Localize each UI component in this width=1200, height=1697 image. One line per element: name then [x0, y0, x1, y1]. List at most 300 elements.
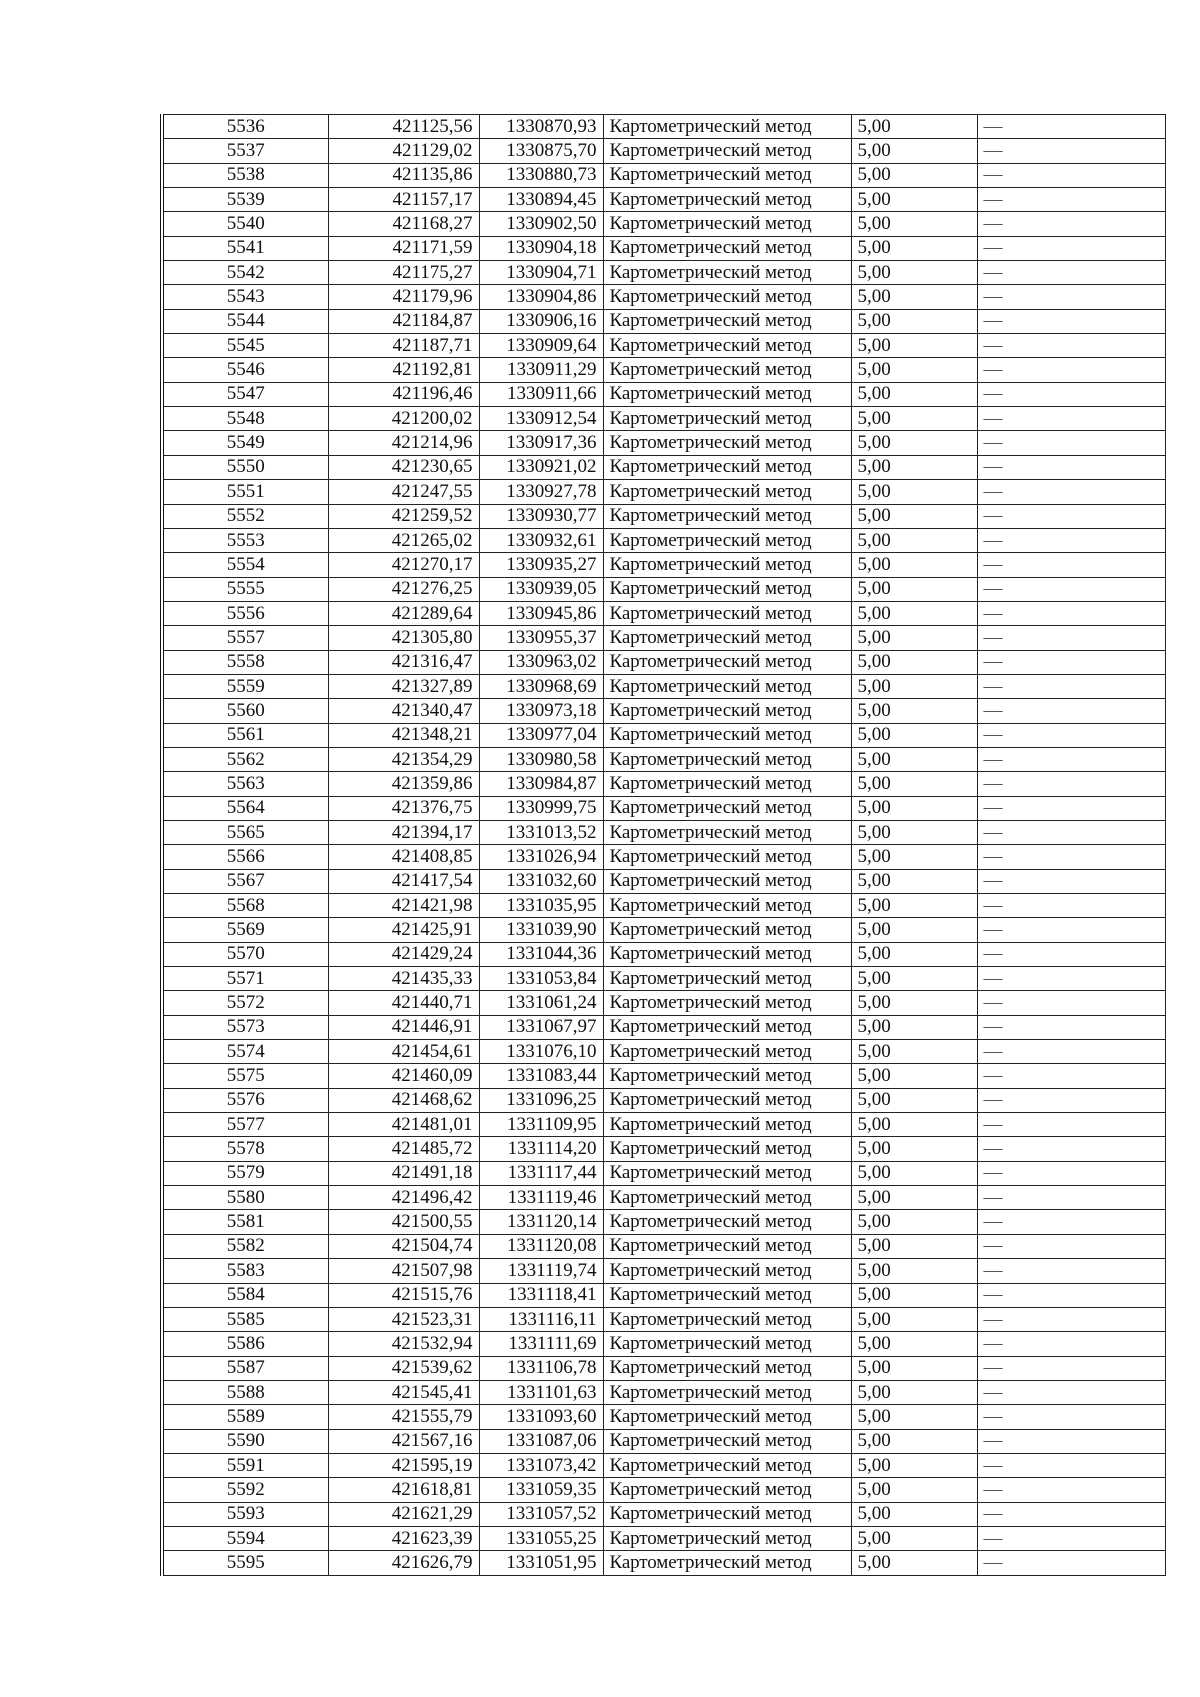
note-cell: — [977, 163, 1165, 187]
accuracy-cell: 5,00 [851, 1380, 977, 1404]
accuracy-cell: 5,00 [851, 1259, 977, 1283]
method-cell: Картометрический метод [603, 358, 851, 382]
x-coordinate-cell: 421626,79 [328, 1551, 479, 1575]
note-cell: — [977, 991, 1165, 1015]
accuracy-cell: 5,00 [851, 967, 977, 991]
y-coordinate-cell: 1331083,44 [479, 1064, 603, 1088]
table-row [162, 1259, 1165, 1283]
x-coordinate-cell: 421359,86 [328, 772, 479, 796]
x-coordinate-cell: 421187,71 [328, 334, 479, 358]
note-cell: — [977, 1064, 1165, 1088]
table-row [162, 1283, 1165, 1307]
note-cell: — [977, 772, 1165, 796]
note-cell: — [977, 1113, 1165, 1137]
method-cell: Картометрический метод [603, 115, 851, 139]
point-number-cell: 5548 [162, 407, 328, 431]
note-cell: — [977, 650, 1165, 674]
point-number-cell: 5571 [162, 967, 328, 991]
point-number-cell: 5554 [162, 553, 328, 577]
method-cell: Картометрический метод [603, 1088, 851, 1112]
table-row [162, 1137, 1165, 1161]
point-number-cell: 5542 [162, 261, 328, 285]
y-coordinate-cell: 1330875,70 [479, 139, 603, 163]
method-cell: Картометрический метод [603, 309, 851, 333]
table-row [162, 553, 1165, 577]
accuracy-cell: 5,00 [851, 796, 977, 820]
point-number-cell: 5536 [162, 115, 328, 139]
y-coordinate-cell: 1331101,63 [479, 1380, 603, 1404]
table-row [162, 626, 1165, 650]
method-cell: Картометрический метод [603, 699, 851, 723]
note-cell: — [977, 796, 1165, 820]
y-coordinate-cell: 1330912,54 [479, 407, 603, 431]
x-coordinate-cell: 421200,02 [328, 407, 479, 431]
accuracy-cell: 5,00 [851, 212, 977, 236]
note-cell: — [977, 1015, 1165, 1039]
y-coordinate-cell: 1330939,05 [479, 577, 603, 601]
method-cell: Картометрический метод [603, 1307, 851, 1331]
point-number-cell: 5566 [162, 845, 328, 869]
accuracy-cell: 5,00 [851, 163, 977, 187]
method-cell: Картометрический метод [603, 918, 851, 942]
method-cell: Картометрический метод [603, 455, 851, 479]
note-cell: — [977, 188, 1165, 212]
table-row [162, 1502, 1165, 1526]
note-cell: — [977, 115, 1165, 139]
y-coordinate-cell: 1331035,95 [479, 894, 603, 918]
y-coordinate-cell: 1330921,02 [479, 455, 603, 479]
x-coordinate-cell: 421425,91 [328, 918, 479, 942]
table-row [162, 1332, 1165, 1356]
y-coordinate-cell: 1331119,46 [479, 1186, 603, 1210]
point-number-cell: 5562 [162, 747, 328, 771]
x-coordinate-cell: 421408,85 [328, 845, 479, 869]
accuracy-cell: 5,00 [851, 553, 977, 577]
accuracy-cell: 5,00 [851, 309, 977, 333]
x-coordinate-cell: 421157,17 [328, 188, 479, 212]
table-row [162, 1161, 1165, 1185]
y-coordinate-cell: 1330930,77 [479, 504, 603, 528]
table-row [162, 1356, 1165, 1380]
note-cell: — [977, 845, 1165, 869]
method-cell: Картометрический метод [603, 1502, 851, 1526]
point-number-cell: 5537 [162, 139, 328, 163]
point-number-cell: 5586 [162, 1332, 328, 1356]
point-number-cell: 5544 [162, 309, 328, 333]
note-cell: — [977, 1210, 1165, 1234]
accuracy-cell: 5,00 [851, 577, 977, 601]
accuracy-cell: 5,00 [851, 528, 977, 552]
accuracy-cell: 5,00 [851, 1478, 977, 1502]
x-coordinate-cell: 421567,16 [328, 1429, 479, 1453]
y-coordinate-cell: 1330870,93 [479, 115, 603, 139]
point-number-cell: 5570 [162, 942, 328, 966]
x-coordinate-cell: 421327,89 [328, 674, 479, 698]
table-row [162, 747, 1165, 771]
point-number-cell: 5561 [162, 723, 328, 747]
x-coordinate-cell: 421265,02 [328, 528, 479, 552]
method-cell: Картометрический метод [603, 1526, 851, 1550]
x-coordinate-cell: 421500,55 [328, 1210, 479, 1234]
note-cell: — [977, 1137, 1165, 1161]
x-coordinate-cell: 421135,86 [328, 163, 479, 187]
table-row [162, 285, 1165, 309]
table-row [162, 1015, 1165, 1039]
accuracy-cell: 5,00 [851, 1453, 977, 1477]
accuracy-cell: 5,00 [851, 1113, 977, 1137]
table-row [162, 991, 1165, 1015]
point-number-cell: 5558 [162, 650, 328, 674]
point-number-cell: 5590 [162, 1429, 328, 1453]
method-cell: Картометрический метод [603, 285, 851, 309]
y-coordinate-cell: 1331119,74 [479, 1259, 603, 1283]
table-row [162, 334, 1165, 358]
y-coordinate-cell: 1331087,06 [479, 1429, 603, 1453]
table-row [162, 236, 1165, 260]
table-row [162, 1088, 1165, 1112]
method-cell: Картометрический метод [603, 212, 851, 236]
point-number-cell: 5587 [162, 1356, 328, 1380]
accuracy-cell: 5,00 [851, 942, 977, 966]
point-number-cell: 5559 [162, 674, 328, 698]
x-coordinate-cell: 421394,17 [328, 820, 479, 844]
coordinates-table [160, 114, 1166, 1576]
y-coordinate-cell: 1331120,08 [479, 1234, 603, 1258]
x-coordinate-cell: 421354,29 [328, 747, 479, 771]
method-cell: Картометрический метод [603, 967, 851, 991]
method-cell: Картометрический метод [603, 1332, 851, 1356]
y-coordinate-cell: 1331118,41 [479, 1283, 603, 1307]
table-row [162, 455, 1165, 479]
accuracy-cell: 5,00 [851, 504, 977, 528]
method-cell: Картометрический метод [603, 1234, 851, 1258]
note-cell: — [977, 480, 1165, 504]
y-coordinate-cell: 1330911,29 [479, 358, 603, 382]
note-cell: — [977, 967, 1165, 991]
accuracy-cell: 5,00 [851, 1526, 977, 1550]
y-coordinate-cell: 1330904,86 [479, 285, 603, 309]
x-coordinate-cell: 421289,64 [328, 601, 479, 625]
point-number-cell: 5575 [162, 1064, 328, 1088]
table-row [162, 1113, 1165, 1137]
x-coordinate-cell: 421504,74 [328, 1234, 479, 1258]
point-number-cell: 5541 [162, 236, 328, 260]
method-cell: Картометрический метод [603, 1137, 851, 1161]
table-row [162, 650, 1165, 674]
table-row [162, 309, 1165, 333]
x-coordinate-cell: 421460,09 [328, 1064, 479, 1088]
x-coordinate-cell: 421316,47 [328, 650, 479, 674]
point-number-cell: 5580 [162, 1186, 328, 1210]
accuracy-cell: 5,00 [851, 358, 977, 382]
table-row [162, 1234, 1165, 1258]
accuracy-cell: 5,00 [851, 1064, 977, 1088]
method-cell: Картометрический метод [603, 1210, 851, 1234]
table-row [162, 212, 1165, 236]
y-coordinate-cell: 1330968,69 [479, 674, 603, 698]
note-cell: — [977, 601, 1165, 625]
method-cell: Картометрический метод [603, 1064, 851, 1088]
x-coordinate-cell: 421539,62 [328, 1356, 479, 1380]
accuracy-cell: 5,00 [851, 674, 977, 698]
table-row [162, 1064, 1165, 1088]
x-coordinate-cell: 421545,41 [328, 1380, 479, 1404]
accuracy-cell: 5,00 [851, 820, 977, 844]
point-number-cell: 5549 [162, 431, 328, 455]
y-coordinate-cell: 1331044,36 [479, 942, 603, 966]
note-cell: — [977, 1478, 1165, 1502]
y-coordinate-cell: 1331096,25 [479, 1088, 603, 1112]
method-cell: Картометрический метод [603, 480, 851, 504]
y-coordinate-cell: 1331111,69 [479, 1332, 603, 1356]
method-cell: Картометрический метод [603, 163, 851, 187]
y-coordinate-cell: 1331067,97 [479, 1015, 603, 1039]
table-row [162, 261, 1165, 285]
table-row [162, 1551, 1165, 1575]
point-number-cell: 5592 [162, 1478, 328, 1502]
table-row [162, 358, 1165, 382]
x-coordinate-cell: 421496,42 [328, 1186, 479, 1210]
y-coordinate-cell: 1331120,14 [479, 1210, 603, 1234]
method-cell: Картометрический метод [603, 1040, 851, 1064]
method-cell: Картометрический метод [603, 382, 851, 406]
method-cell: Картометрический метод [603, 942, 851, 966]
method-cell: Картометрический метод [603, 1429, 851, 1453]
method-cell: Картометрический метод [603, 1405, 851, 1429]
y-coordinate-cell: 1330945,86 [479, 601, 603, 625]
method-cell: Картометрический метод [603, 188, 851, 212]
x-coordinate-cell: 421417,54 [328, 869, 479, 893]
method-cell: Картометрический метод [603, 1380, 851, 1404]
y-coordinate-cell: 1331013,52 [479, 820, 603, 844]
y-coordinate-cell: 1331061,24 [479, 991, 603, 1015]
y-coordinate-cell: 1330880,73 [479, 163, 603, 187]
note-cell: — [977, 358, 1165, 382]
table-row [162, 699, 1165, 723]
accuracy-cell: 5,00 [851, 918, 977, 942]
accuracy-cell: 5,00 [851, 772, 977, 796]
point-number-cell: 5560 [162, 699, 328, 723]
point-number-cell: 5576 [162, 1088, 328, 1112]
accuracy-cell: 5,00 [851, 431, 977, 455]
table-row [162, 115, 1165, 139]
table-row [162, 796, 1165, 820]
method-cell: Картометрический метод [603, 577, 851, 601]
method-cell: Картометрический метод [603, 723, 851, 747]
x-coordinate-cell: 421340,47 [328, 699, 479, 723]
note-cell: — [977, 1040, 1165, 1064]
note-cell: — [977, 942, 1165, 966]
x-coordinate-cell: 421175,27 [328, 261, 479, 285]
method-cell: Картометрический метод [603, 1161, 851, 1185]
note-cell: — [977, 334, 1165, 358]
table-row [162, 504, 1165, 528]
table-row [162, 480, 1165, 504]
y-coordinate-cell: 1330932,61 [479, 528, 603, 552]
accuracy-cell: 5,00 [851, 699, 977, 723]
x-coordinate-cell: 421421,98 [328, 894, 479, 918]
table-row [162, 1405, 1165, 1429]
point-number-cell: 5589 [162, 1405, 328, 1429]
y-coordinate-cell: 1331032,60 [479, 869, 603, 893]
x-coordinate-cell: 421532,94 [328, 1332, 479, 1356]
y-coordinate-cell: 1331057,52 [479, 1502, 603, 1526]
point-number-cell: 5568 [162, 894, 328, 918]
note-cell: — [977, 1332, 1165, 1356]
point-number-cell: 5569 [162, 918, 328, 942]
note-cell: — [977, 382, 1165, 406]
point-number-cell: 5593 [162, 1502, 328, 1526]
point-number-cell: 5585 [162, 1307, 328, 1331]
accuracy-cell: 5,00 [851, 1210, 977, 1234]
method-cell: Картометрический метод [603, 1478, 851, 1502]
note-cell: — [977, 139, 1165, 163]
note-cell: — [977, 309, 1165, 333]
point-number-cell: 5546 [162, 358, 328, 382]
table-row [162, 967, 1165, 991]
accuracy-cell: 5,00 [851, 139, 977, 163]
method-cell: Картометрический метод [603, 772, 851, 796]
table-row [162, 772, 1165, 796]
x-coordinate-cell: 421446,91 [328, 1015, 479, 1039]
note-cell: — [977, 1453, 1165, 1477]
y-coordinate-cell: 1330904,71 [479, 261, 603, 285]
x-coordinate-cell: 421435,33 [328, 967, 479, 991]
table-row [162, 942, 1165, 966]
note-cell: — [977, 1429, 1165, 1453]
point-number-cell: 5577 [162, 1113, 328, 1137]
y-coordinate-cell: 1331073,42 [479, 1453, 603, 1477]
y-coordinate-cell: 1330902,50 [479, 212, 603, 236]
point-number-cell: 5551 [162, 480, 328, 504]
x-coordinate-cell: 421192,81 [328, 358, 479, 382]
point-number-cell: 5556 [162, 601, 328, 625]
y-coordinate-cell: 1331026,94 [479, 845, 603, 869]
y-coordinate-cell: 1330980,58 [479, 747, 603, 771]
x-coordinate-cell: 421179,96 [328, 285, 479, 309]
note-cell: — [977, 407, 1165, 431]
x-coordinate-cell: 421196,46 [328, 382, 479, 406]
note-cell: — [977, 1526, 1165, 1550]
table-row [162, 1429, 1165, 1453]
y-coordinate-cell: 1330955,37 [479, 626, 603, 650]
accuracy-cell: 5,00 [851, 1186, 977, 1210]
x-coordinate-cell: 421259,52 [328, 504, 479, 528]
coordinates-table-body [162, 115, 1165, 1576]
y-coordinate-cell: 1330911,66 [479, 382, 603, 406]
accuracy-cell: 5,00 [851, 407, 977, 431]
accuracy-cell: 5,00 [851, 626, 977, 650]
y-coordinate-cell: 1331051,95 [479, 1551, 603, 1575]
x-coordinate-cell: 421171,59 [328, 236, 479, 260]
point-number-cell: 5567 [162, 869, 328, 893]
x-coordinate-cell: 421429,24 [328, 942, 479, 966]
table-row [162, 820, 1165, 844]
point-number-cell: 5594 [162, 1526, 328, 1550]
accuracy-cell: 5,00 [851, 1551, 977, 1575]
x-coordinate-cell: 421440,71 [328, 991, 479, 1015]
accuracy-cell: 5,00 [851, 1015, 977, 1039]
method-cell: Картометрический метод [603, 261, 851, 285]
table-row [162, 1526, 1165, 1550]
table-row [162, 1186, 1165, 1210]
note-cell: — [977, 455, 1165, 479]
note-cell: — [977, 1380, 1165, 1404]
method-cell: Картометрический метод [603, 1356, 851, 1380]
x-coordinate-cell: 421555,79 [328, 1405, 479, 1429]
method-cell: Картометрический метод [603, 820, 851, 844]
note-cell: — [977, 820, 1165, 844]
y-coordinate-cell: 1330973,18 [479, 699, 603, 723]
x-coordinate-cell: 421515,76 [328, 1283, 479, 1307]
table-row [162, 163, 1165, 187]
x-coordinate-cell: 421305,80 [328, 626, 479, 650]
note-cell: — [977, 431, 1165, 455]
y-coordinate-cell: 1331039,90 [479, 918, 603, 942]
accuracy-cell: 5,00 [851, 1332, 977, 1356]
x-coordinate-cell: 421129,02 [328, 139, 479, 163]
y-coordinate-cell: 1330963,02 [479, 650, 603, 674]
method-cell: Картометрический метод [603, 236, 851, 260]
note-cell: — [977, 1186, 1165, 1210]
note-cell: — [977, 261, 1165, 285]
point-number-cell: 5545 [162, 334, 328, 358]
method-cell: Картометрический метод [603, 1186, 851, 1210]
accuracy-cell: 5,00 [851, 747, 977, 771]
point-number-cell: 5553 [162, 528, 328, 552]
point-number-cell: 5581 [162, 1210, 328, 1234]
point-number-cell: 5564 [162, 796, 328, 820]
accuracy-cell: 5,00 [851, 455, 977, 479]
note-cell: — [977, 1283, 1165, 1307]
accuracy-cell: 5,00 [851, 1088, 977, 1112]
method-cell: Картометрический метод [603, 528, 851, 552]
point-number-cell: 5552 [162, 504, 328, 528]
table-row [162, 1478, 1165, 1502]
accuracy-cell: 5,00 [851, 382, 977, 406]
method-cell: Картометрический метод [603, 1453, 851, 1477]
table-row [162, 407, 1165, 431]
x-coordinate-cell: 421523,31 [328, 1307, 479, 1331]
table-row [162, 601, 1165, 625]
note-cell: — [977, 626, 1165, 650]
method-cell: Картометрический метод [603, 139, 851, 163]
method-cell: Картометрический метод [603, 1113, 851, 1137]
document-page [160, 114, 1163, 1576]
table-row [162, 382, 1165, 406]
y-coordinate-cell: 1331114,20 [479, 1137, 603, 1161]
table-row [162, 674, 1165, 698]
method-cell: Картометрический метод [603, 1551, 851, 1575]
y-coordinate-cell: 1331076,10 [479, 1040, 603, 1064]
method-cell: Картометрический метод [603, 601, 851, 625]
accuracy-cell: 5,00 [851, 261, 977, 285]
point-number-cell: 5582 [162, 1234, 328, 1258]
y-coordinate-cell: 1331116,11 [479, 1307, 603, 1331]
table-row [162, 577, 1165, 601]
accuracy-cell: 5,00 [851, 1234, 977, 1258]
note-cell: — [977, 1234, 1165, 1258]
x-coordinate-cell: 421481,01 [328, 1113, 479, 1137]
note-cell: — [977, 918, 1165, 942]
point-number-cell: 5572 [162, 991, 328, 1015]
x-coordinate-cell: 421168,27 [328, 212, 479, 236]
note-cell: — [977, 894, 1165, 918]
x-coordinate-cell: 421276,25 [328, 577, 479, 601]
point-number-cell: 5550 [162, 455, 328, 479]
method-cell: Картометрический метод [603, 1259, 851, 1283]
note-cell: — [977, 577, 1165, 601]
